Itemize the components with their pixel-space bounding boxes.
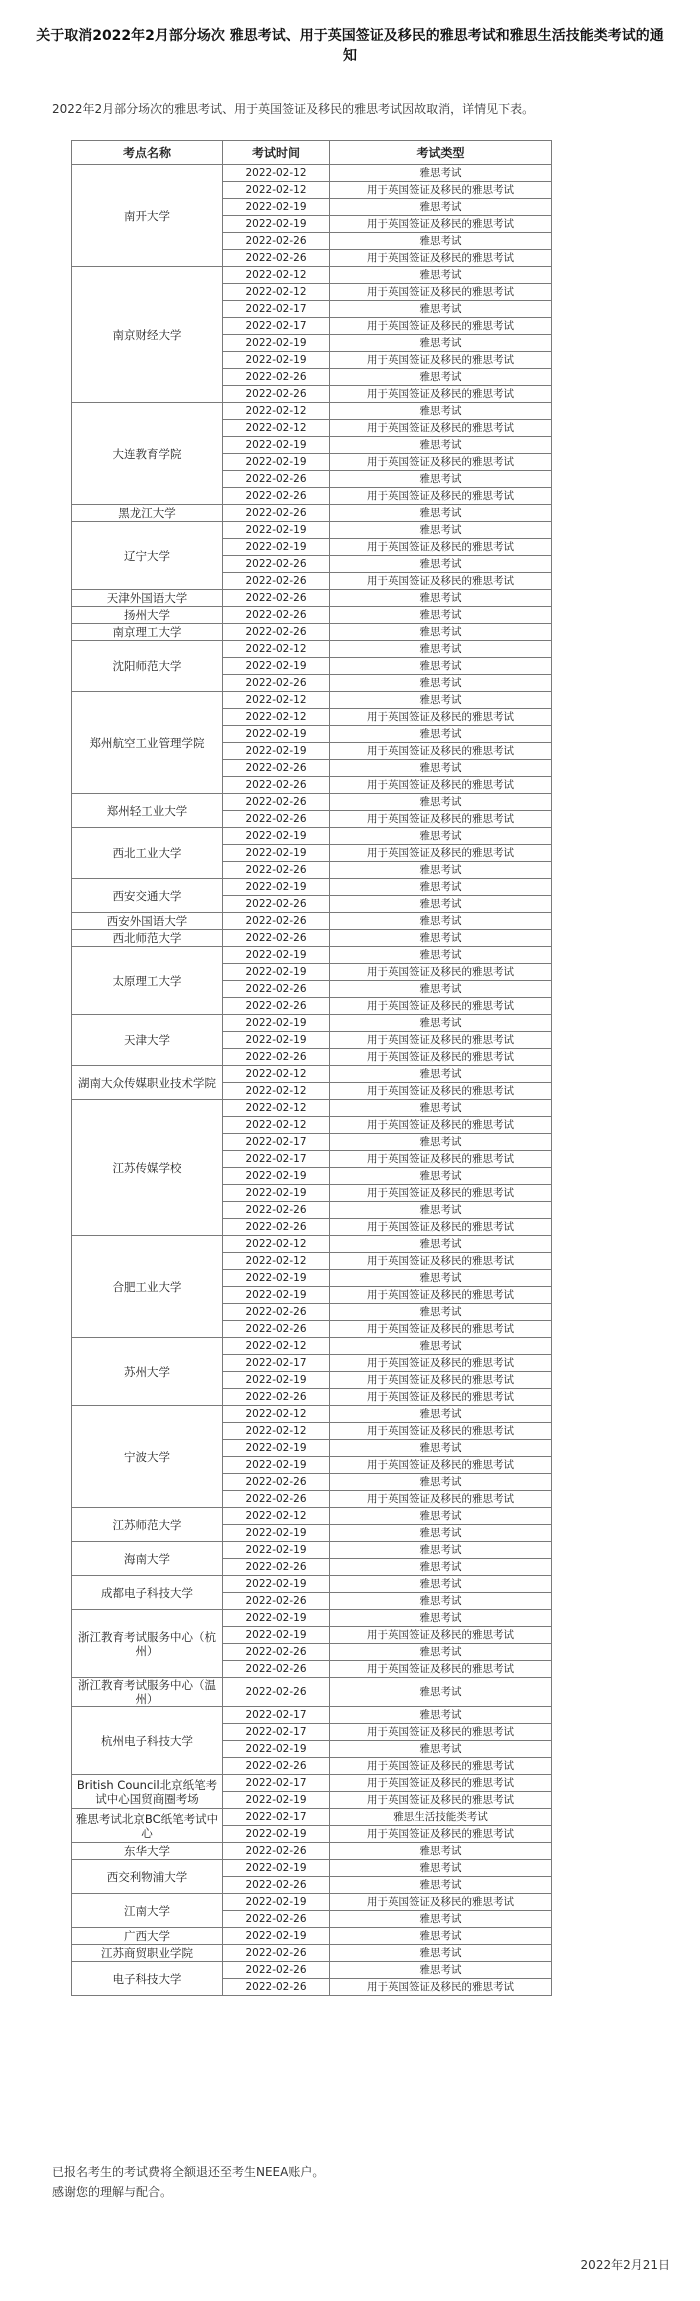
venue-name: 西北师范大学 [72, 930, 223, 947]
table-body [72, 165, 552, 1996]
exam-date: 2022-02-12 [223, 1236, 330, 1253]
exam-type: 用于英国签证及移民的雅思考试 [330, 1389, 552, 1406]
exam-date: 2022-02-17 [223, 318, 330, 335]
venue-name: 天津外国语大学 [72, 590, 223, 607]
exam-date: 2022-02-26 [223, 1758, 330, 1775]
exam-date: 2022-02-26 [223, 556, 330, 573]
exam-type: 用于英国签证及移民的雅思考试 [330, 1049, 552, 1066]
exam-date: 2022-02-26 [223, 1304, 330, 1321]
venue-name: 黑龙江大学 [72, 505, 223, 522]
exam-type: 用于英国签证及移民的雅思考试 [330, 1287, 552, 1304]
exam-type: 雅思考试 [330, 879, 552, 896]
exam-date: 2022-02-26 [223, 1979, 330, 1996]
exam-type: 雅思考试 [330, 165, 552, 182]
exam-type: 雅思考试 [330, 1843, 552, 1860]
exam-type: 用于英国签证及移民的雅思考试 [330, 352, 552, 369]
exam-type: 雅思考试 [330, 1644, 552, 1661]
exam-type: 用于英国签证及移民的雅思考试 [330, 539, 552, 556]
exam-type: 雅思考试 [330, 1945, 552, 1962]
exam-type: 用于英国签证及移民的雅思考试 [330, 488, 552, 505]
exam-date: 2022-02-26 [223, 777, 330, 794]
exam-type: 用于英国签证及移民的雅思考试 [330, 743, 552, 760]
exam-type: 雅思生活技能类考试 [330, 1809, 552, 1826]
exam-type: 雅思考试 [330, 1542, 552, 1559]
exam-date: 2022-02-19 [223, 1826, 330, 1843]
exam-type: 用于英国签证及移民的雅思考试 [330, 1219, 552, 1236]
venue-name: 西安外国语大学 [72, 913, 223, 930]
exam-type: 雅思考试 [330, 1168, 552, 1185]
exam-date: 2022-02-19 [223, 1168, 330, 1185]
exam-type: 用于英国签证及移民的雅思考试 [330, 1775, 552, 1792]
notice-intro: 2022年2月部分场次的雅思考试、用于英国签证及移民的雅思考试因故取消，详情见下表。 [52, 102, 535, 116]
table-row [72, 165, 552, 182]
exam-date: 2022-02-19 [223, 522, 330, 539]
exam-date: 2022-02-26 [223, 386, 330, 403]
table-row [72, 1809, 552, 1826]
exam-date: 2022-02-26 [223, 1945, 330, 1962]
exam-type: 雅思考试 [330, 1508, 552, 1525]
table-row [72, 1945, 552, 1962]
exam-date: 2022-02-26 [223, 1491, 330, 1508]
exam-type: 雅思考试 [330, 1015, 552, 1032]
exam-date: 2022-02-12 [223, 692, 330, 709]
exam-type: 用于英国签证及移民的雅思考试 [330, 998, 552, 1015]
table-row [72, 879, 552, 896]
table-row [72, 1406, 552, 1423]
venue-name: 扬州大学 [72, 607, 223, 624]
exam-type: 雅思考试 [330, 1928, 552, 1945]
exam-type: 雅思考试 [330, 624, 552, 641]
exam-type: 雅思考试 [330, 556, 552, 573]
exam-date: 2022-02-19 [223, 1440, 330, 1457]
exam-date: 2022-02-19 [223, 1270, 330, 1287]
exam-type: 雅思考试 [330, 1559, 552, 1576]
exam-date: 2022-02-19 [223, 216, 330, 233]
exam-type: 雅思考试 [330, 505, 552, 522]
table-row [72, 1236, 552, 1253]
exam-type: 雅思考试 [330, 1877, 552, 1894]
table-row [72, 1843, 552, 1860]
exam-type: 雅思考试 [330, 301, 552, 318]
venue-name: 南京理工大学 [72, 624, 223, 641]
exam-date: 2022-02-19 [223, 1015, 330, 1032]
exam-date: 2022-02-26 [223, 1661, 330, 1678]
table-row [72, 913, 552, 930]
exam-date: 2022-02-26 [223, 1644, 330, 1661]
exam-date: 2022-02-19 [223, 335, 330, 352]
table-row [72, 522, 552, 539]
exam-date: 2022-02-26 [223, 1474, 330, 1491]
exam-type: 用于英国签证及移民的雅思考试 [330, 284, 552, 301]
exam-date: 2022-02-26 [223, 607, 330, 624]
venue-name: 辽宁大学 [72, 522, 223, 590]
venue-name: 江苏师范大学 [72, 1508, 223, 1542]
exam-type: 雅思考试 [330, 760, 552, 777]
exam-type: 用于英国签证及移民的雅思考试 [330, 1661, 552, 1678]
exam-type: 用于英国签证及移民的雅思考试 [330, 1355, 552, 1372]
exam-type: 雅思考试 [330, 1474, 552, 1491]
exam-date: 2022-02-26 [223, 811, 330, 828]
exam-date: 2022-02-19 [223, 828, 330, 845]
notice-date: 2022年2月21日 [580, 2258, 670, 2272]
exam-type: 雅思考试 [330, 675, 552, 692]
table-row [72, 1015, 552, 1032]
exam-type: 雅思考试 [330, 1304, 552, 1321]
exam-date: 2022-02-19 [223, 964, 330, 981]
exam-date: 2022-02-19 [223, 1610, 330, 1627]
exam-date: 2022-02-19 [223, 1457, 330, 1474]
exam-type: 雅思考试 [330, 794, 552, 811]
exam-date: 2022-02-26 [223, 488, 330, 505]
exam-date: 2022-02-12 [223, 420, 330, 437]
exam-date: 2022-02-26 [223, 794, 330, 811]
exam-type: 用于英国签证及移民的雅思考试 [330, 420, 552, 437]
exam-type: 用于英国签证及移民的雅思考试 [330, 1758, 552, 1775]
venue-name: British Council北京纸笔考试中心国贸商圈考场 [72, 1775, 223, 1809]
venue-name: 广西大学 [72, 1928, 223, 1945]
exam-date: 2022-02-19 [223, 1542, 330, 1559]
exam-type: 雅思考试 [330, 267, 552, 284]
venue-name: 郑州轻工业大学 [72, 794, 223, 828]
exam-date: 2022-02-19 [223, 1525, 330, 1542]
exam-date: 2022-02-17 [223, 1134, 330, 1151]
exam-type: 雅思考试 [330, 1962, 552, 1979]
exam-date: 2022-02-19 [223, 879, 330, 896]
exam-date: 2022-02-12 [223, 1338, 330, 1355]
header-venue: 考点名称 [72, 141, 223, 165]
exam-date: 2022-02-19 [223, 947, 330, 964]
exam-type: 雅思考试 [330, 233, 552, 250]
venue-name: 江苏商贸职业学院 [72, 1945, 223, 1962]
exam-type: 用于英国签证及移民的雅思考试 [330, 1185, 552, 1202]
table-row [72, 1610, 552, 1627]
exam-type: 用于英国签证及移民的雅思考试 [330, 1151, 552, 1168]
exam-type: 雅思考试 [330, 1100, 552, 1117]
exam-date: 2022-02-19 [223, 1894, 330, 1911]
exam-date: 2022-02-26 [223, 913, 330, 930]
exam-type: 用于英国签证及移民的雅思考试 [330, 1724, 552, 1741]
exam-date: 2022-02-12 [223, 1117, 330, 1134]
exam-date: 2022-02-19 [223, 1860, 330, 1877]
exam-type: 用于英国签证及移民的雅思考试 [330, 250, 552, 267]
venue-name: 江南大学 [72, 1894, 223, 1928]
table-row [72, 1860, 552, 1877]
table-row [72, 1066, 552, 1083]
exam-date: 2022-02-26 [223, 624, 330, 641]
exam-type: 雅思考试 [330, 1236, 552, 1253]
exam-type: 雅思考试 [330, 913, 552, 930]
exam-type: 用于英国签证及移民的雅思考试 [330, 1894, 552, 1911]
exam-date: 2022-02-19 [223, 454, 330, 471]
table-row [72, 828, 552, 845]
table-row [72, 505, 552, 522]
exam-date: 2022-02-26 [223, 1911, 330, 1928]
exam-date: 2022-02-26 [223, 1219, 330, 1236]
exam-type: 雅思考试 [330, 335, 552, 352]
table-row [72, 1962, 552, 1979]
venue-name: 郑州航空工业管理学院 [72, 692, 223, 794]
venue-name: 天津大学 [72, 1015, 223, 1066]
exam-type: 用于英国签证及移民的雅思考试 [330, 1321, 552, 1338]
cancellation-table-wrap [71, 140, 551, 1996]
exam-date: 2022-02-19 [223, 437, 330, 454]
exam-type: 雅思考试 [330, 1593, 552, 1610]
exam-type: 雅思考试 [330, 1270, 552, 1287]
venue-name: 南京财经大学 [72, 267, 223, 403]
exam-date: 2022-02-26 [223, 1321, 330, 1338]
venue-name: 合肥工业大学 [72, 1236, 223, 1338]
exam-type: 用于英国签证及移民的雅思考试 [330, 1979, 552, 1996]
exam-date: 2022-02-12 [223, 267, 330, 284]
table-row [72, 607, 552, 624]
table-row [72, 267, 552, 284]
exam-type: 用于英国签证及移民的雅思考试 [330, 386, 552, 403]
exam-date: 2022-02-12 [223, 1508, 330, 1525]
exam-date: 2022-02-19 [223, 1287, 330, 1304]
exam-date: 2022-02-19 [223, 845, 330, 862]
exam-type: 雅思考试 [330, 199, 552, 216]
table-row [72, 947, 552, 964]
exam-date: 2022-02-12 [223, 1423, 330, 1440]
exam-date: 2022-02-19 [223, 1372, 330, 1389]
exam-type: 雅思考试 [330, 1678, 552, 1707]
table-row [72, 1576, 552, 1593]
exam-date: 2022-02-17 [223, 1775, 330, 1792]
exam-date: 2022-02-26 [223, 1877, 330, 1894]
exam-date: 2022-02-26 [223, 573, 330, 590]
exam-date: 2022-02-19 [223, 352, 330, 369]
exam-date: 2022-02-26 [223, 998, 330, 1015]
table-row [72, 1707, 552, 1724]
table-row [72, 692, 552, 709]
exam-date: 2022-02-26 [223, 1843, 330, 1860]
exam-date: 2022-02-26 [223, 250, 330, 267]
exam-type: 雅思考试 [330, 930, 552, 947]
exam-type: 雅思考试 [330, 403, 552, 420]
exam-type: 用于英国签证及移民的雅思考试 [330, 1491, 552, 1508]
exam-date: 2022-02-12 [223, 1083, 330, 1100]
exam-date: 2022-02-12 [223, 641, 330, 658]
exam-date: 2022-02-17 [223, 1151, 330, 1168]
exam-date: 2022-02-19 [223, 1741, 330, 1758]
exam-date: 2022-02-19 [223, 743, 330, 760]
exam-date: 2022-02-26 [223, 1962, 330, 1979]
exam-type: 雅思考试 [330, 641, 552, 658]
exam-date: 2022-02-12 [223, 709, 330, 726]
exam-date: 2022-02-19 [223, 1185, 330, 1202]
exam-type: 用于英国签证及移民的雅思考试 [330, 811, 552, 828]
exam-type: 雅思考试 [330, 1525, 552, 1542]
exam-type: 雅思考试 [330, 607, 552, 624]
exam-date: 2022-02-17 [223, 1707, 330, 1724]
exam-date: 2022-02-26 [223, 1678, 330, 1707]
exam-type: 雅思考试 [330, 828, 552, 845]
exam-type: 雅思考试 [330, 947, 552, 964]
exam-date: 2022-02-19 [223, 726, 330, 743]
table-row [72, 590, 552, 607]
venue-name: 西北工业大学 [72, 828, 223, 879]
venue-name: 雅思考试北京BC纸笔考试中心 [72, 1809, 223, 1843]
exam-date: 2022-02-26 [223, 1049, 330, 1066]
exam-date: 2022-02-26 [223, 505, 330, 522]
exam-type: 雅思考试 [330, 658, 552, 675]
table-row [72, 1338, 552, 1355]
exam-date: 2022-02-19 [223, 1032, 330, 1049]
exam-type: 雅思考试 [330, 1576, 552, 1593]
exam-type: 雅思考试 [330, 369, 552, 386]
table-row [72, 1508, 552, 1525]
exam-date: 2022-02-26 [223, 862, 330, 879]
venue-name: 杭州电子科技大学 [72, 1707, 223, 1775]
table-row [72, 641, 552, 658]
exam-date: 2022-02-26 [223, 981, 330, 998]
exam-type: 雅思考试 [330, 1134, 552, 1151]
exam-type: 用于英国签证及移民的雅思考试 [330, 573, 552, 590]
exam-date: 2022-02-26 [223, 896, 330, 913]
venue-name: 西交利物浦大学 [72, 1860, 223, 1894]
exam-type: 雅思考试 [330, 1066, 552, 1083]
exam-date: 2022-02-19 [223, 539, 330, 556]
exam-type: 雅思考试 [330, 590, 552, 607]
exam-type: 用于英国签证及移民的雅思考试 [330, 845, 552, 862]
exam-date: 2022-02-26 [223, 471, 330, 488]
exam-type: 用于英国签证及移民的雅思考试 [330, 777, 552, 794]
exam-type: 雅思考试 [330, 862, 552, 879]
table-row [72, 1928, 552, 1945]
table-row [72, 403, 552, 420]
exam-date: 2022-02-12 [223, 1100, 330, 1117]
venue-name: 东华大学 [72, 1843, 223, 1860]
table-row [72, 1100, 552, 1117]
exam-date: 2022-02-26 [223, 930, 330, 947]
header-date: 考试时间 [223, 141, 330, 165]
exam-type: 雅思考试 [330, 1610, 552, 1627]
cancellation-table [71, 140, 552, 1996]
venue-name: 苏州大学 [72, 1338, 223, 1406]
exam-type: 用于英国签证及移民的雅思考试 [330, 1423, 552, 1440]
exam-date: 2022-02-12 [223, 284, 330, 301]
exam-date: 2022-02-26 [223, 590, 330, 607]
table-row [72, 794, 552, 811]
exam-type: 雅思考试 [330, 896, 552, 913]
exam-date: 2022-02-26 [223, 675, 330, 692]
exam-type: 雅思考试 [330, 1707, 552, 1724]
exam-date: 2022-02-12 [223, 1066, 330, 1083]
exam-date: 2022-02-19 [223, 1792, 330, 1809]
exam-date: 2022-02-26 [223, 1593, 330, 1610]
exam-type: 雅思考试 [330, 1741, 552, 1758]
exam-type: 雅思考试 [330, 981, 552, 998]
table-header-row [72, 141, 552, 165]
thanks-note: 感谢您的理解与配合。 [52, 2185, 173, 2199]
exam-type: 用于英国签证及移民的雅思考试 [330, 182, 552, 199]
exam-type: 雅思考试 [330, 1911, 552, 1928]
exam-date: 2022-02-19 [223, 199, 330, 216]
table-row [72, 1894, 552, 1911]
table-row [72, 1775, 552, 1792]
exam-date: 2022-02-19 [223, 658, 330, 675]
exam-type: 雅思考试 [330, 471, 552, 488]
notice-footer [52, 2162, 324, 2202]
exam-type: 用于英国签证及移民的雅思考试 [330, 1032, 552, 1049]
exam-type: 雅思考试 [330, 522, 552, 539]
venue-name: 江苏传媒学校 [72, 1100, 223, 1236]
exam-date: 2022-02-26 [223, 369, 330, 386]
exam-date: 2022-02-17 [223, 301, 330, 318]
exam-date: 2022-02-12 [223, 182, 330, 199]
refund-note: 已报名考生的考试费将全额退还至考生NEEA账户。 [52, 2165, 325, 2179]
exam-date: 2022-02-12 [223, 1406, 330, 1423]
exam-type: 用于英国签证及移民的雅思考试 [330, 318, 552, 335]
venue-name: 浙江教育考试服务中心（温州） [72, 1678, 223, 1707]
exam-type: 雅思考试 [330, 1202, 552, 1219]
exam-type: 雅思考试 [330, 1338, 552, 1355]
exam-date: 2022-02-17 [223, 1724, 330, 1741]
table-row [72, 624, 552, 641]
exam-type: 用于英国签证及移民的雅思考试 [330, 1117, 552, 1134]
venue-name: 大连教育学院 [72, 403, 223, 505]
exam-type: 用于英国签证及移民的雅思考试 [330, 709, 552, 726]
exam-date: 2022-02-12 [223, 165, 330, 182]
notice-title: 关于取消2022年2月部分场次 雅思考试、用于英国签证及移民的雅思考试和雅思生活技能类考试的通知 [36, 28, 664, 64]
exam-type: 用于英国签证及移民的雅思考试 [330, 454, 552, 471]
exam-type: 雅思考试 [330, 1440, 552, 1457]
exam-date: 2022-02-26 [223, 1559, 330, 1576]
table-row [72, 930, 552, 947]
exam-date: 2022-02-17 [223, 1809, 330, 1826]
table-row [72, 1678, 552, 1707]
table-row [72, 1542, 552, 1559]
exam-type: 雅思考试 [330, 437, 552, 454]
venue-name: 西安交通大学 [72, 879, 223, 913]
exam-date: 2022-02-26 [223, 760, 330, 777]
exam-date: 2022-02-26 [223, 233, 330, 250]
exam-type: 雅思考试 [330, 1406, 552, 1423]
venue-name: 沈阳师范大学 [72, 641, 223, 692]
exam-date: 2022-02-19 [223, 1627, 330, 1644]
exam-date: 2022-02-19 [223, 1928, 330, 1945]
exam-type: 雅思考试 [330, 692, 552, 709]
exam-type: 用于英国签证及移民的雅思考试 [330, 1253, 552, 1270]
exam-type: 用于英国签证及移民的雅思考试 [330, 1457, 552, 1474]
exam-type: 雅思考试 [330, 1860, 552, 1877]
exam-type: 用于英国签证及移民的雅思考试 [330, 964, 552, 981]
exam-date: 2022-02-26 [223, 1202, 330, 1219]
exam-date: 2022-02-26 [223, 1389, 330, 1406]
venue-name: 浙江教育考试服务中心（杭州） [72, 1610, 223, 1678]
exam-type: 雅思考试 [330, 726, 552, 743]
exam-date: 2022-02-19 [223, 1576, 330, 1593]
exam-date: 2022-02-12 [223, 1253, 330, 1270]
header-type: 考试类型 [330, 141, 552, 165]
venue-name: 海南大学 [72, 1542, 223, 1576]
venue-name: 湖南大众传媒职业技术学院 [72, 1066, 223, 1100]
exam-date: 2022-02-12 [223, 403, 330, 420]
venue-name: 成都电子科技大学 [72, 1576, 223, 1610]
venue-name: 电子科技大学 [72, 1962, 223, 1996]
venue-name: 宁波大学 [72, 1406, 223, 1508]
exam-type: 用于英国签证及移民的雅思考试 [330, 216, 552, 233]
exam-type: 用于英国签证及移民的雅思考试 [330, 1826, 552, 1843]
venue-name: 南开大学 [72, 165, 223, 267]
venue-name: 太原理工大学 [72, 947, 223, 1015]
exam-type: 用于英国签证及移民的雅思考试 [330, 1372, 552, 1389]
exam-type: 用于英国签证及移民的雅思考试 [330, 1627, 552, 1644]
exam-date: 2022-02-17 [223, 1355, 330, 1372]
exam-type: 用于英国签证及移民的雅思考试 [330, 1083, 552, 1100]
exam-type: 用于英国签证及移民的雅思考试 [330, 1792, 552, 1809]
